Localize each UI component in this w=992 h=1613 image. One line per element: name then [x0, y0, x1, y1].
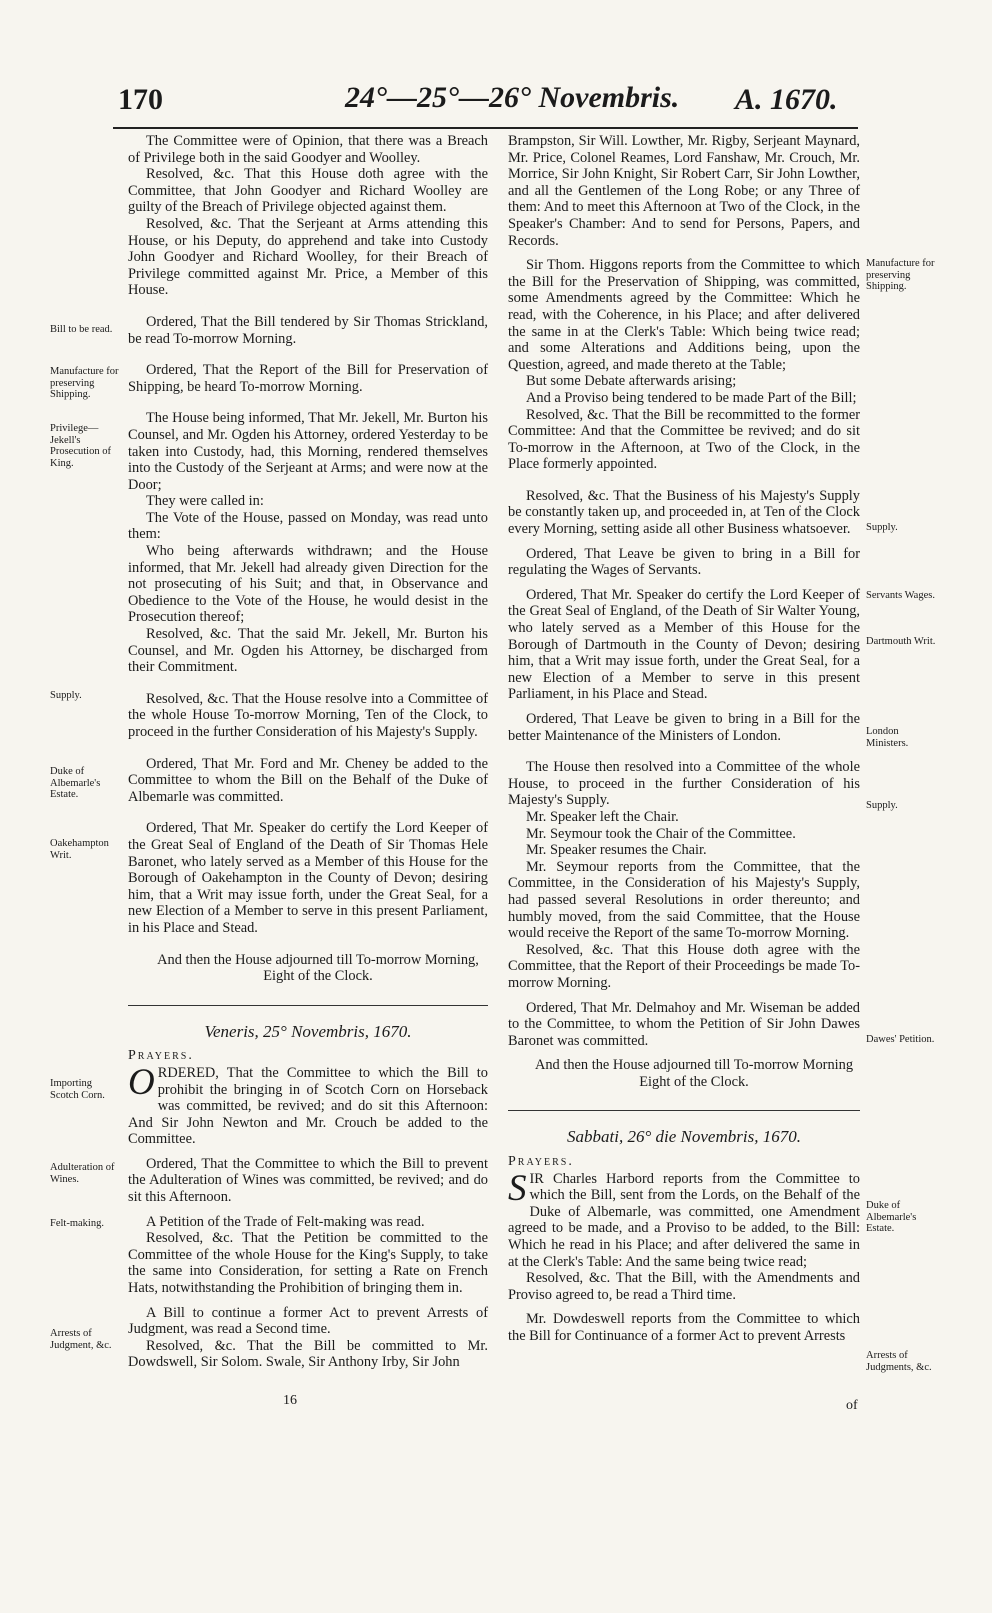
catchword: of [846, 1398, 858, 1413]
paragraph: Brampston, Sir Will. Lowther, Mr. Rigby, Serjeant Maynard, Mr. Price, Colonel Reames, Lord Fanshaw, Mr. Crouch, Mr. Morrice, Sir John Knight, Sir Robert Carr, Sir John Lowther, and all the Gentlemen of the Long Robe; or any Three of them: And to meet this Afternoon at Two of the Clock, in the Speaker's Chamber: And to send for Persons, Papers, and Records. [508, 133, 860, 249]
paragraph [508, 1167, 860, 1271]
margin-note: Supply. [866, 522, 898, 533]
paragraph: Ordered, That the Committee to which the Bill to prevent the Adulteration of Wines was committed, be revived; and do sit this Afternoon. [128, 1155, 488, 1206]
margin-note: Manufacture for preserving Shipping. [866, 258, 935, 292]
margin-note: Privilege— Jekell's Prosecution of King. [50, 423, 111, 469]
paragraph: They were called in: [146, 493, 264, 510]
paragraph: Ordered, That Mr. Speaker do certify the Lord Keeper of the Great Seal of England of the Death of Sir Thomas Hele Baronet, who lately served as a Member of this House for the Borough of Oakehampton in the County of Devon; desiring him, that a Writ may issue forth, under the Great Seal, for a new Election of a Member to serve in this present Parliament, in his Place and Stead. [128, 820, 488, 936]
margin-note: Dawes' Petition. [866, 1034, 935, 1045]
paragraph: Mr. Dowdeswell reports from the Committee to which the Bill for Continuance of a former Act to prevent Arrests [508, 1311, 860, 1344]
header-rule [113, 127, 858, 129]
paragraph: Who being afterwards withdrawn; and the House informed, that Mr. Jekell had already given Direction for the not prosecuting of his Suit; and that, in Observance and Obedience to the Vote of the House, he would desist in the Prosecution thereof; [128, 543, 488, 626]
paragraph: Resolved, &c. That the Bill, with the Amendments and Proviso agreed to, be read a Third time. [508, 1270, 860, 1303]
page-number: 170 [118, 83, 163, 116]
margin-note: Dartmouth Writ. [866, 636, 936, 647]
paragraph: Resolved, &c. That the Business of his Majesty's Supply be constantly taken up, and proceeded in, at Ten of the Clock every Morning, setting aside all other Business whatsoever. [508, 487, 860, 538]
margin-note: Bill to be read. [50, 324, 113, 335]
paragraph: A Bill to continue a former Act to prevent Arrests of Judgment, was read a Second time. [128, 1304, 488, 1338]
paragraph: The House then resolved into a Committee of the whole House, to proceed in the further Consideration of his Majesty's Supply. [508, 759, 860, 809]
right-column [508, 133, 860, 1345]
drop-cap: S [508, 1167, 527, 1209]
margin-note: Manufacture for preserving Shipping. [50, 366, 119, 400]
paragraph: But some Debate afterwards arising; [526, 373, 737, 390]
prayers-label: Prayers. [128, 1048, 194, 1064]
left-column [128, 133, 488, 1371]
paragraph: Resolved, &c. That the Bill be recommitted to the former Committee: And that the Committee be revived; and do sit To-morrow in the Afternoon, at Two of the Clock, in the Place formerly appointed. [508, 406, 860, 473]
paragraph: Ordered, That Mr. Ford and Mr. Cheney be added to the Committee to whom the Bill on the Behalf of the Duke of Albemarle was committed. [128, 755, 488, 805]
paragraph: Mr. Speaker left the Chair. [526, 808, 679, 825]
paragraph: Ordered, That the Bill tendered by Sir Thomas Strickland, be read To-morrow Morning. [128, 313, 488, 347]
margin-note: Duke of Albemarle's Estate. [866, 1200, 917, 1234]
margin-note: Servants Wages. [866, 590, 935, 601]
paragraph: Ordered, That Leave be given to bring in a Bill for regulating the Wages of Servants. [508, 545, 860, 579]
section-heading: Veneris, 25° Novembris, 1670. [204, 1021, 412, 1041]
paragraph: Ordered, That Mr. Speaker do certify the Lord Keeper of the Great Seal of England, of the Death of Sir Walter Young, who lately served as a Member of this House for the Borough of Dartmouth in the County of Devon; desiring him, that a Writ may issue forth, under the Great Seal, for a new Election of a Member to serve in this present Parliament, in his Place and Stead. [508, 586, 860, 703]
paragraph: Ordered, That Mr. Delmahoy and Mr. Wiseman be added to the Committee, to whom the Petition of Sir John Dawes Baronet was committed. [508, 999, 860, 1049]
paragraph [128, 1061, 488, 1148]
running-title-dates: 24°—25°—26° Novembris. [345, 81, 680, 114]
margin-note: Importing Scotch Corn. [50, 1078, 105, 1101]
paragraph: Mr. Seymour reports from the Committee, that the Committee, in the Consideration of his Majesty's Supply, had passed several Resolutions in order thereunto; and humbly moved, from the said Committee, that the House would receive the Report of the same To-morrow Morning. [508, 858, 860, 942]
signature-mark: 16 [283, 1393, 297, 1408]
paragraph-text: RDERED, That the Committee to which the Bill to prohibit the bringing in of Scotch Corn on Horseback was committed, be revived; and do sit this Afternoon: And Sir John Newton and Mr. Crouch be added to the Committee. [128, 1064, 488, 1148]
margin-note: Supply. [866, 800, 898, 811]
paragraph: A Petition of the Trade of Felt-making was read. [146, 1213, 425, 1230]
section-rule [128, 1005, 488, 1006]
paragraph: Sir Thom. Higgons reports from the Committee to which the Bill for the Preservation of Shipping, was committed, some Amendments agreed by the Committee: Which he read, with the Coherence, in his Place; and after delivered the same in at the Clerk's Table: Which being twice read; and some Alterations and Additions being, upon the Question, agreed, and made thereto at the Table; [508, 257, 860, 373]
margin-note: Duke of Albemarle's Estate. [50, 766, 101, 800]
paragraph: Ordered, That Leave be given to bring in a Bill for the better Maintenance of the Ministers of London. [508, 711, 860, 744]
paragraph: Resolved, &c. That the House resolve into a Committee of the whole House To-morrow Morning, Ten of the Clock, to proceed in the further Consideration of his Majesty's Supply. [128, 690, 488, 740]
paragraph: Resolved, &c. That this House doth agree with the Committee, that the Report of their Proceedings be made To-morrow Morning. [508, 941, 860, 991]
paragraph: The House being informed, That Mr. Jekell, Mr. Burton his Counsel, and Mr. Ogden his Attorney, ordered Yesterday to be taken into Custody, had, this Morning, rendered themselves into the Custody of the Serjeant at Arms; and were now at the Door; [128, 410, 488, 493]
adjournment: And then the House adjourned till To-morrow Morning Eight of the Clock. [534, 1057, 854, 1090]
paragraph: Mr. Seymour took the Chair of the Committee. [526, 825, 796, 842]
paragraph: The Committee were of Opinion, that there was a Breach of Privilege both in the said Goodyer and Woolley. [128, 133, 488, 166]
paragraph: And a Proviso being tendered to be made Part of the Bill; [526, 389, 857, 406]
margin-note: Arrests of Judgments, &c. [866, 1350, 932, 1373]
paragraph: Resolved, &c. That the Serjeant at Arms attending this House, or his Deputy, do apprehend and take into Custody John Goodyer and Richard Woolley, for their Breach of Privilege committed against Mr. Price, a Member of this House. [128, 215, 488, 299]
margin-note: London Ministers. [866, 726, 909, 749]
prayers-label: Prayers. [508, 1154, 574, 1170]
paragraph: Ordered, That the Report of the Bill for Preservation of Shipping, be heard To-morrow Morning. [128, 362, 488, 395]
paragraph: Mr. Speaker resumes the Chair. [526, 842, 707, 859]
running-title-year: A. 1670. [735, 83, 838, 116]
paragraph: The Vote of the House, passed on Monday, was read unto them: [128, 509, 488, 543]
paragraph-text: IR Charles Harbord reports from the Committee to which the Bill, sent from the Lords, on the Behalf of the Duke of Albemarle, was committed, one Amendment agreed to be made, and a Proviso to be added, to the Bill: Which he read in his Place; and after delivered the same in at the Clerk's Table: And the same being twice read; [508, 1170, 860, 1270]
section-heading: Sabbati, 26° die Novembris, 1670. [567, 1127, 801, 1147]
drop-cap: O [128, 1061, 155, 1103]
margin-note: Arrests of Judgment, &c. [50, 1328, 112, 1351]
section-rule [508, 1110, 860, 1111]
margin-note: Supply. [50, 690, 82, 701]
margin-note: Felt-making. [50, 1218, 104, 1229]
paragraph: Resolved, &c. That this House doth agree with the Committee, that John Goodyer and Richard Woolley are guilty of the Breach of Privilege objected against them. [128, 166, 488, 216]
paragraph: Resolved, &c. That the Petition be committed to the Committee of the whole House for the King's Supply, to take the same into Consideration, for setting a Rate on French Hats, notwithstanding the Prohibition of bringing them in. [128, 1230, 488, 1297]
margin-note: Oakehampton Writ. [50, 838, 109, 861]
adjournment: And then the House adjourned till To-morrow Morning, Eight of the Clock. [157, 951, 479, 985]
page-header [0, 75, 992, 135]
paragraph: Resolved, &c. That the said Mr. Jekell, Mr. Burton his Counsel, and Mr. Ogden his Attorney, be discharged from their Commitment. [128, 626, 488, 676]
paragraph: Resolved, &c. That the Bill be committed to Mr. Dowdswell, Sir Solom. Swale, Sir Anthony Irby, Sir John [128, 1337, 488, 1371]
margin-note: Adulteration of Wines. [50, 1162, 115, 1185]
